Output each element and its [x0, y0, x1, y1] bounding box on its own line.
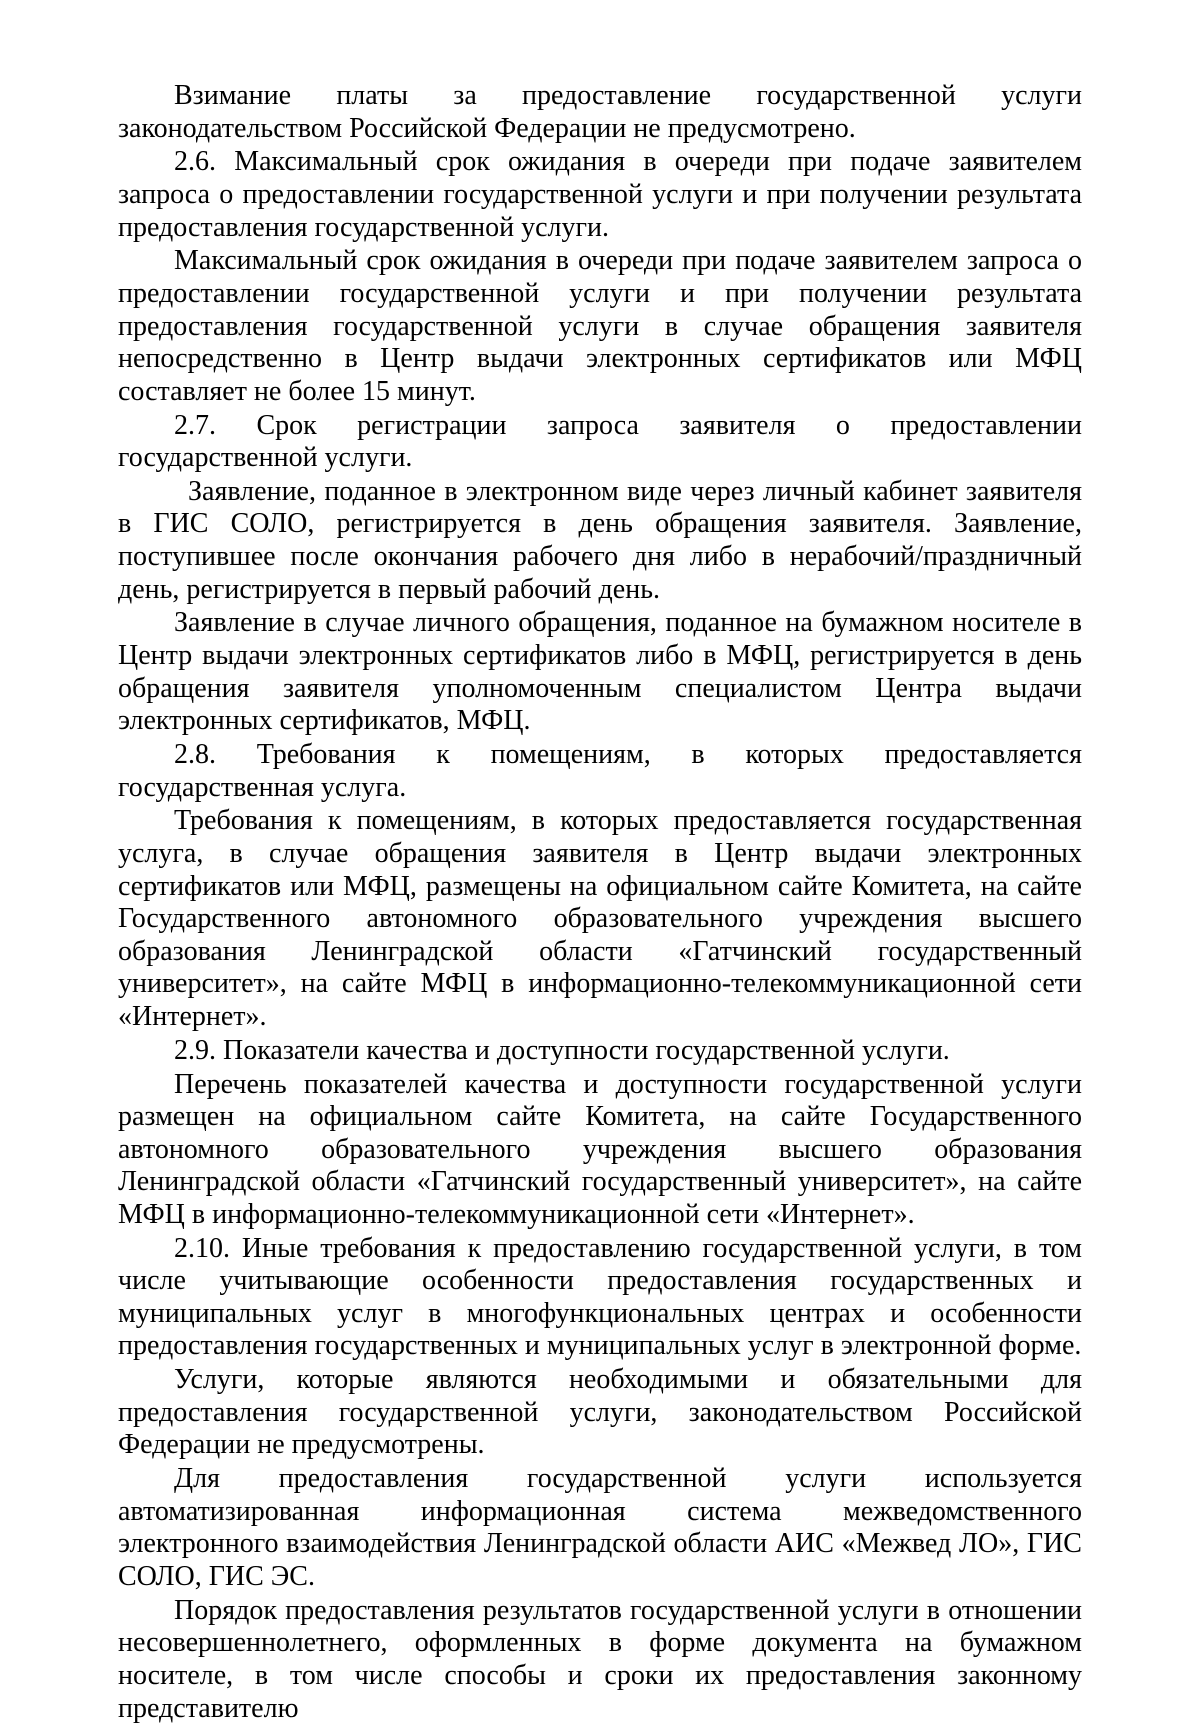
paragraph-required-services: Услуги, которые являются необходимыми и обязательными для предоставления государственной услуги, законодательством Российской Федерации не предусмотрены. [118, 1364, 1082, 1461]
paragraph-section-2-9-heading: 2.9. Показатели качества и доступности государственной услуги. [174, 1034, 950, 1066]
paragraph-queue-wait-time: Максимальный срок ожидания в очереди при подаче заявителем запроса о предоставлении государственной услуги и при получении результата предоставления государственной услуги в случае обращения заявителя непосредственно в Центр выдачи электронных сертификатов или МФЦ составляет не более 15 минут. [118, 245, 1082, 407]
paragraph-section-2-7-heading: 2.7. Срок регистрации запроса заявителя о предоставлении государственной услуги. [118, 409, 1082, 474]
paragraph-section-2-10-heading: 2.10. Иные требования к предоставлению государственной услуги, в том числе учитывающие особенности предоставления государственных и муниципальных услуг в многофункциональных центрах и особенности предоставления государственных и муниципальных услуг в электронной форме. [118, 1232, 1082, 1362]
paragraph-electronic-registration: Заявление, поданное в электронном виде через личный кабинет заявителя в ГИС СОЛО, регистрируется в день обращения заявителя. Заявление, поступившее после окончания рабочего дня либо в нерабочий/праздничный день, регистрируется в первый рабочий день. [118, 475, 1082, 605]
paragraph-information-system: Для предоставления государственной услуги используется автоматизированная информационная система межведомственного электронного взаимодействия Ленинградской области АИС «Межвед ЛО», ГИС СОЛО, ГИС ЭС. [118, 1463, 1082, 1592]
paragraph-paper-registration: Заявление в случае личного обращения, поданное на бумажном носителе в Центр выдачи электронных сертификатов либо в МФЦ, регистрируется в день обращения заявителя уполномоченным специалистом Центра выдачи электронных сертификатов, МФЦ. [118, 607, 1082, 737]
paragraph-fee-statement: Взимание платы за предоставление государственной услуги законодательством Российской Федерации не предусмотрено. [118, 80, 1082, 144]
paragraph-quality-indicators: Перечень показателей качества и доступности государственной услуги размещен на официальном сайте Комитета, на сайте Государственного автономного образовательного учреждения высшего образования Ленинградской области «Гатчинский государственный университет», на сайте МФЦ в информационно-телекоммуникационной сети «Интернет». [118, 1068, 1082, 1230]
paragraph-section-2-6-heading: 2.6. Максимальный срок ожидания в очереди при подаче заявителем запроса о предоставлении государственной услуги и при получении результата предоставления государственной услуги. [118, 146, 1082, 243]
paragraph-premises-requirements: Требования к помещениям, в которых предоставляется государственная услуга, в случае обращения заявителя в Центр выдачи электронных сертификатов или МФЦ, размещены на официальном сайте Комитета, на сайте Государственного автономного образовательного учреждения высшего образования Ленинградской области «Гатчинский государственный университет», на сайте МФЦ в информационно-телекоммуникационной сети «Интернет». [118, 805, 1082, 1032]
paragraph-minor-results-order: Порядок предоставления результатов государственной услуги в отношении несовершеннолетнего, оформленных в форме документа на бумажном носителе, в том числе способы и сроки их предоставления законному представителю [118, 1594, 1082, 1724]
paragraph-section-2-8-heading: 2.8. Требования к помещениям, в которых предоставляется государственная услуга. [118, 739, 1082, 803]
